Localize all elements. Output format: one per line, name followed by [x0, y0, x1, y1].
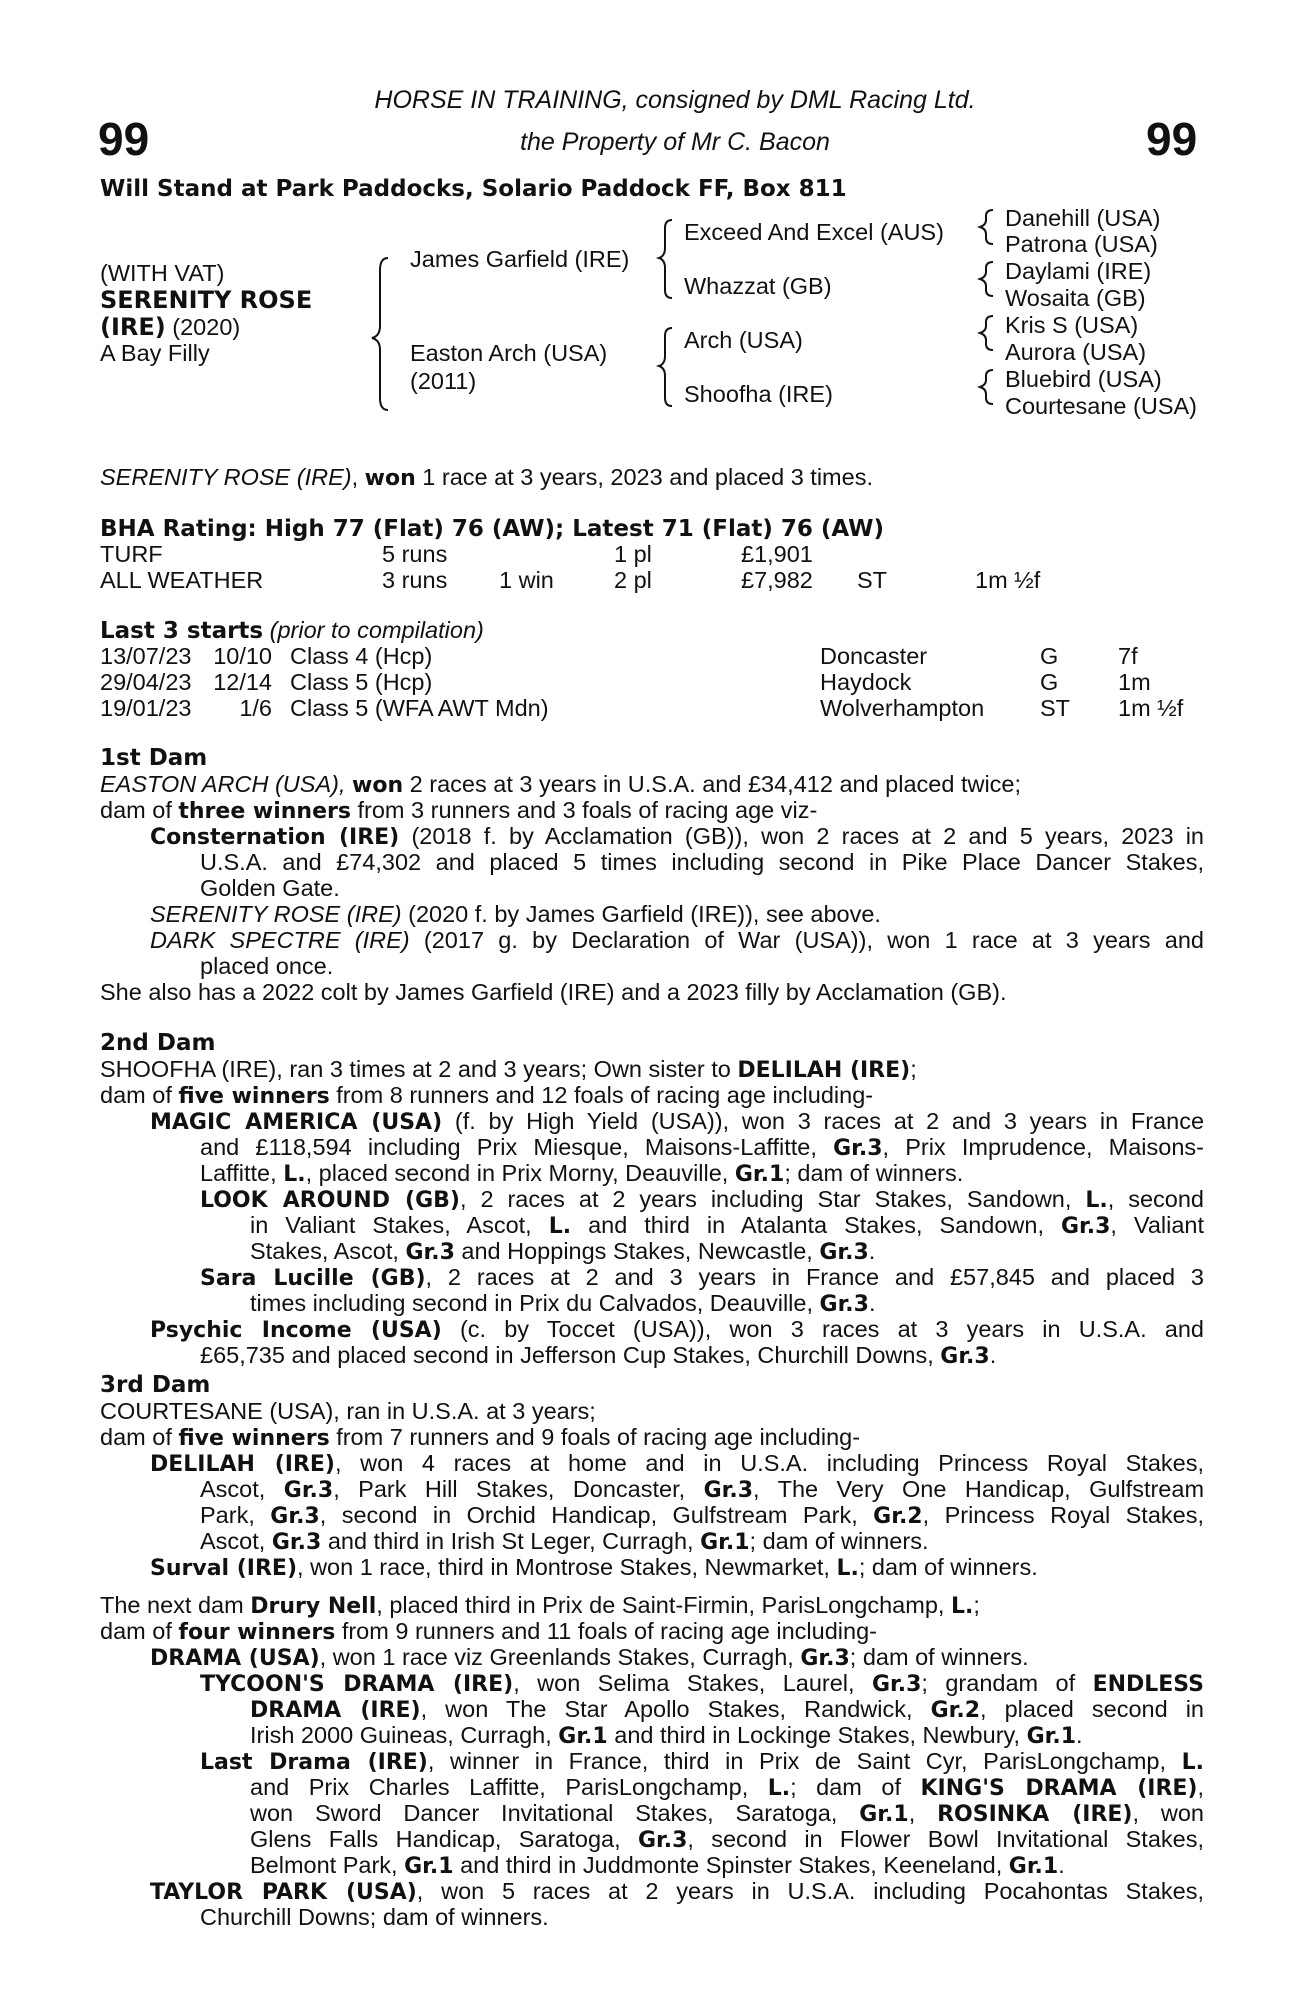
produce-name: Psychic Income (USA) — [150, 1318, 442, 1343]
sire-dam: Whazzat (GB) — [684, 273, 832, 299]
produce-last-drama — [200, 1748, 1204, 1776]
produce-last-drama-cont3 — [250, 1826, 1204, 1854]
produce-text: (2020 f. by James Garfield (IRE)), see above. — [408, 901, 881, 927]
produce-text: in Valiant Stakes, Ascot, — [250, 1212, 532, 1238]
produce-look-around-end — [250, 1238, 875, 1266]
third-dam-line2 — [100, 1424, 860, 1452]
produce-text: and £118,594 including Prix Miesque, Maisons-Laffitte, — [200, 1134, 817, 1160]
produce-magic-america-end — [200, 1160, 963, 1188]
produce-name: ROSINKA (IRE) — [937, 1802, 1133, 1827]
start-date: 13/07/23 — [100, 643, 192, 669]
sire-dam-dam: Wosaita (GB) — [1005, 285, 1146, 311]
produce-text: (2018 f. by Acclamation (GB)), won 2 races at 2 and 5 years, 2023 in — [411, 823, 1204, 849]
punct: ; — [910, 1056, 917, 1082]
produce-text: won Sword Dancer Invitational Stakes, Saratoga, — [250, 1800, 838, 1826]
winners-count: five winners — [178, 1084, 330, 1109]
lot-number-right: 99 — [1146, 113, 1198, 165]
next-dam-text: , placed third in Prix de Saint-Firmin, ParisLongchamp, — [376, 1592, 945, 1618]
grade: L. — [1085, 1188, 1108, 1213]
produce-drama — [150, 1644, 1029, 1672]
sire-sire-dam: Patrona (USA) — [1005, 231, 1158, 257]
going: ST — [857, 567, 888, 593]
produce-taylor-park — [150, 1878, 1204, 1906]
produce-name: Last Drama (IRE) — [200, 1750, 428, 1775]
next-dam-text: The next dam — [100, 1592, 244, 1618]
foals-text: from 3 runners and 3 foals of racing age viz- — [357, 797, 818, 823]
dam-record: 2 races at 3 years in U.S.A. and £34,412 and placed twice; — [409, 771, 1022, 797]
produce-surval — [150, 1554, 1038, 1582]
produce-text: and Hoppings Stakes, Newcastle, — [461, 1238, 813, 1264]
dam-sire-sire: Kris S (USA) — [1005, 312, 1139, 338]
grade: Gr.3 — [283, 1478, 334, 1503]
third-dam-heading: 3rd Dam — [100, 1372, 211, 1398]
produce-text: U.S.A. and £74,302 and placed 5 times including second in Pike Place Dancer Stakes, — [200, 849, 1204, 875]
produce-delilah-cont1 — [200, 1476, 1204, 1504]
start-race: Class 4 (Hcp) — [290, 643, 433, 669]
dam-of: dam of — [100, 797, 172, 823]
grade: Gr.3 — [270, 1504, 320, 1529]
grade: Gr.3 — [871, 1672, 922, 1697]
produce-text: , won 4 races at home and in U.S.A. including Princess Royal Stakes, — [335, 1450, 1205, 1476]
winners-count: four winners — [178, 1620, 336, 1645]
dam-of: dam of — [100, 1082, 172, 1108]
produce-delilah — [150, 1450, 1204, 1478]
first-dam-heading: 1st Dam — [100, 745, 208, 771]
grade: L. — [950, 1594, 974, 1619]
prize-money: £1,901 — [741, 541, 813, 567]
runs: 5 runs — [382, 541, 448, 567]
produce-name: Sara Lucille (GB) — [200, 1266, 426, 1291]
dam-dam-sire: Bluebird (USA) — [1005, 366, 1162, 392]
second-dam-heading: 2nd Dam — [100, 1030, 216, 1056]
produce-name: DRAMA (USA) — [150, 1646, 320, 1671]
produce-text: ; grandam of — [921, 1670, 1076, 1696]
dam-text: SHOOFHA (IRE), ran 3 times at 2 and 3 years; Own sister to — [100, 1056, 731, 1082]
produce-name: DRAMA (IRE) — [250, 1698, 421, 1723]
produce-text: Irish 2000 Guineas, Curragh, — [250, 1722, 552, 1748]
winners-count: five winners — [178, 1426, 330, 1451]
produce-last-drama-cont1 — [250, 1774, 1204, 1802]
grade: L. — [1181, 1750, 1204, 1775]
vat-note: (WITH VAT) — [100, 260, 225, 286]
produce-text: Belmont Park, — [250, 1852, 398, 1878]
grade: Gr.3 — [833, 1136, 883, 1161]
grade: Gr.3 — [819, 1292, 869, 1317]
produce-text: , The Very One Handicap, Gulfstream — [753, 1476, 1205, 1502]
won-label: won — [352, 773, 404, 798]
grade: L. — [836, 1556, 859, 1581]
lot-number-left: 99 — [98, 113, 150, 165]
start-distance: 1m — [1118, 669, 1151, 695]
property-line: the Property of Mr C. Bacon — [520, 128, 830, 156]
produce-psychic-income-end — [200, 1342, 996, 1370]
start-race: Class 5 (Hcp) — [290, 669, 433, 695]
produce-text: Stakes, Ascot, — [250, 1238, 399, 1264]
last-starts-title: Last 3 starts — [100, 618, 264, 644]
foals-text: from 9 runners and 11 foals of racing age including- — [341, 1618, 877, 1644]
places: 1 pl — [614, 541, 652, 567]
dam-dam: Shoofha (IRE) — [684, 381, 833, 407]
third-dam-line1: COURTESANE (USA), ran in U.S.A. at 3 years; — [100, 1398, 596, 1424]
produce-tycoons-drama — [200, 1670, 1204, 1698]
produce-text: £65,735 and placed second in Jefferson Cup Stakes, Churchill Downs, — [200, 1342, 934, 1368]
start-going: ST — [1040, 695, 1071, 721]
produce-name: Surval (IRE) — [150, 1556, 298, 1581]
produce-text: Park, — [200, 1502, 255, 1528]
produce-text: , won The Star Apollo Stakes, Randwick, — [420, 1696, 913, 1722]
produce-name: ENDLESS — [1092, 1672, 1205, 1697]
grade: Gr.3 — [800, 1646, 850, 1671]
start-going: G — [1040, 643, 1059, 669]
grade: Gr.3 — [1060, 1214, 1111, 1239]
produce-name: MAGIC AMERICA (USA) — [150, 1110, 443, 1135]
produce-text: , placed second in — [980, 1696, 1204, 1722]
grade: Gr.1 — [859, 1802, 909, 1827]
produce-text: , winner in France, third in Prix de Saint Cyr, ParisLongchamp, — [427, 1748, 1167, 1774]
produce-last-drama-cont2 — [250, 1800, 1204, 1828]
produce-text: ; dam of winners. — [784, 1160, 964, 1186]
produce-text: , Prix Imprudence, Maisons- — [882, 1134, 1204, 1160]
produce-text: and third in Juddmonte Spinster Stakes, Keeneland, — [460, 1852, 1003, 1878]
distance: 1m ½f — [975, 567, 1041, 593]
produce-text: , Valiant — [1110, 1212, 1205, 1238]
start-going: G — [1040, 669, 1059, 695]
grade: L. — [548, 1214, 572, 1239]
punct: ; — [973, 1592, 980, 1618]
grade: Gr.1 — [734, 1162, 785, 1187]
next-dam-name: Drury Nell — [250, 1594, 377, 1619]
summary-text: 1 race at 3 years, 2023 and placed 3 times. — [422, 464, 873, 490]
punct: . — [1058, 1852, 1065, 1878]
produce-text: and third in Atalanta Stakes, Sandown, — [588, 1212, 1044, 1238]
last-starts-heading — [100, 617, 484, 644]
produce-text: ; dam of winners. — [849, 1644, 1029, 1670]
second-dam-line1 — [100, 1056, 917, 1084]
produce-text: , 2 races at 2 years including Star Stakes, Sandown, — [459, 1186, 1072, 1212]
prize-money: £7,982 — [741, 567, 813, 593]
dam-of: dam of — [100, 1618, 172, 1644]
produce-name: TAYLOR PARK (USA) — [150, 1880, 417, 1905]
start-date: 19/01/23 — [100, 695, 192, 721]
winners-count: three winners — [178, 799, 351, 824]
grade: Gr.1 — [1026, 1724, 1077, 1749]
grade: Gr.1 — [558, 1724, 608, 1749]
produce-sara-lucille — [200, 1264, 1204, 1292]
horse-name: SERENITY ROSE — [100, 286, 313, 314]
produce-text: Glens Falls Handicap, Saratoga, — [250, 1826, 621, 1852]
grade: Gr.1 — [1008, 1854, 1059, 1879]
grade: Gr.1 — [700, 1530, 750, 1555]
produce-text: ; dam of winners. — [858, 1554, 1038, 1580]
produce-3-end: placed once. — [200, 953, 334, 979]
produce-text: ; dam of winners. — [749, 1528, 929, 1554]
start-course: Wolverhampton — [820, 695, 985, 721]
punct: , — [1197, 1774, 1205, 1800]
grade: Gr.2 — [930, 1698, 980, 1723]
produce-text: , won Selima Stakes, Laurel, — [513, 1670, 855, 1696]
produce-1 — [150, 823, 1204, 851]
start-course: Doncaster — [820, 643, 928, 669]
produce-magic-america-cont — [200, 1134, 1204, 1162]
produce-tycoons-drama-cont — [250, 1696, 1204, 1724]
produce-text: , second in Orchid Handicap, Gulfstream Park, — [319, 1502, 858, 1528]
produce-text: Ascot, — [200, 1528, 266, 1554]
produce-sara-lucille-end — [250, 1290, 875, 1318]
produce-1-cont — [200, 849, 1204, 875]
foals-text: from 7 runners and 9 foals of racing age including- — [336, 1424, 861, 1450]
also-has: She also has a 2022 colt by James Garfield (IRE) and a 2023 filly by Acclamation (GB). — [100, 979, 1007, 1005]
surface: ALL WEATHER — [100, 567, 264, 593]
produce-3 — [150, 927, 1204, 953]
produce-text: . — [868, 1238, 876, 1264]
last-starts-note: (prior to compilation) — [269, 617, 484, 643]
produce-text: and third in Irish St Leger, Curragh, — [327, 1528, 694, 1554]
produce-text: Ascot, — [200, 1476, 266, 1502]
first-dam-line1 — [100, 771, 1021, 799]
produce-text: , second — [1107, 1186, 1204, 1212]
produce-text: . — [989, 1342, 997, 1368]
produce-text: and Prix Charles Laffitte, ParisLongchamp, — [250, 1774, 749, 1800]
dam-name: EASTON ARCH (USA), — [100, 771, 346, 797]
dam-year: (2011) — [410, 368, 477, 394]
produce-text: (c. by Toccet (USA)), won 3 races at 3 years in U.S.A. and — [459, 1316, 1205, 1342]
produce-text: , won 1 race viz Greenlands Stakes, Curragh, — [319, 1644, 794, 1670]
grade: Gr.3 — [405, 1240, 455, 1265]
produce-delilah-cont2 — [200, 1502, 1204, 1530]
produce-text: , second in Flower Bowl Invitational Stakes, — [687, 1826, 1204, 1852]
places: 2 pl — [614, 567, 652, 593]
produce-text: , won 5 races at 2 years in U.S.A. including Pocahontas Stakes, — [416, 1878, 1205, 1904]
start-position: 12/14 — [213, 669, 272, 695]
second-dam-line2 — [100, 1082, 873, 1110]
produce-name: DARK SPECTRE (IRE) — [150, 927, 410, 953]
grade: Gr.3 — [271, 1530, 322, 1555]
summary-won: won — [364, 466, 416, 491]
dam-sire-dam: Aurora (USA) — [1005, 339, 1147, 365]
horse-country: (IRE) — [100, 313, 166, 341]
sire-dam-sire: Daylami (IRE) — [1005, 258, 1152, 284]
produce-taylor-park-end: Churchill Downs; dam of winners. — [200, 1904, 549, 1930]
race-summary: SERENITY ROSE (IRE), won 1 race at 3 years, 2023 and placed 3 times. — [100, 464, 873, 491]
produce-text: . — [868, 1290, 876, 1316]
produce-magic-america — [150, 1108, 1204, 1136]
grade: Gr.1 — [404, 1854, 454, 1879]
start-distance: 7f — [1118, 643, 1138, 669]
dam-sire: Arch (USA) — [684, 327, 803, 353]
punct: , — [908, 1800, 916, 1826]
start-course: Haydock — [820, 669, 912, 695]
grade: Gr.3 — [637, 1828, 688, 1853]
dam: Easton Arch (USA) — [410, 340, 608, 366]
produce-text: . — [1076, 1722, 1083, 1748]
start-position: 1/6 — [239, 695, 272, 721]
next-dam-line2 — [100, 1618, 877, 1646]
produce-psychic-income — [150, 1316, 1204, 1344]
stand-location: Will Stand at Park Paddocks, Solario Paddock FF, Box 811 — [100, 176, 847, 202]
horse-year: (2020) — [172, 314, 241, 340]
foals-text: from 8 runners and 12 foals of racing age including- — [336, 1082, 874, 1108]
produce-text: (f. by High Yield (USA)), won 3 races at 2 and 3 years in France — [454, 1108, 1205, 1134]
produce-look-around — [200, 1186, 1204, 1214]
produce-text: , won — [1132, 1800, 1204, 1826]
grade: Gr.3 — [940, 1344, 990, 1369]
sister-name: DELILAH (IRE) — [737, 1058, 911, 1083]
produce-text: , 2 races at 2 and 3 years in France and £57,845 and placed 3 — [425, 1264, 1204, 1290]
grade: Gr.2 — [873, 1504, 923, 1529]
produce-look-around-cont — [250, 1212, 1204, 1240]
produce-text: , placed second in Prix Morny, Deauville, — [305, 1160, 729, 1186]
summary-horse: SERENITY ROSE (IRE) — [100, 464, 352, 490]
produce-delilah-end — [200, 1528, 928, 1556]
surface: TURF — [100, 541, 163, 567]
produce-name: TYCOON'S DRAMA (IRE) — [200, 1672, 514, 1697]
produce-text: Laffitte, — [200, 1160, 277, 1186]
produce-text: times including second in Prix du Calvados, Deauville, — [250, 1290, 813, 1316]
dam-dam-dam: Courtesane (USA) — [1005, 393, 1197, 419]
consignment-line: HORSE IN TRAINING, consigned by DML Racing Ltd. — [374, 86, 976, 114]
produce-text: , Princess Royal Stakes, — [922, 1502, 1204, 1528]
wins: 1 win — [499, 567, 554, 593]
grade: Gr.3 — [703, 1478, 754, 1503]
produce-text: (2017 g. by Declaration of War (USA)), won 1 race at 3 years and — [423, 927, 1205, 953]
first-dam-line2 — [100, 797, 817, 825]
produce-last-drama-end — [250, 1852, 1065, 1880]
start-distance: 1m ½f — [1118, 695, 1184, 721]
produce-name: KING'S DRAMA (IRE) — [920, 1776, 1198, 1801]
sire: James Garfield (IRE) — [410, 246, 630, 272]
sire-sire-sire: Danehill (USA) — [1005, 205, 1161, 231]
horse-description: A Bay Filly — [100, 340, 210, 366]
produce-text: , Park Hill Stakes, Doncaster, — [333, 1476, 686, 1502]
grade: L. — [767, 1776, 791, 1801]
start-date: 29/04/23 — [100, 669, 192, 695]
next-dam-line1 — [100, 1592, 980, 1620]
grade: L. — [283, 1162, 306, 1187]
start-position: 10/10 — [213, 643, 272, 669]
produce-name: LOOK AROUND (GB) — [200, 1188, 460, 1213]
produce-2 — [150, 901, 881, 927]
produce-text: ; dam of — [790, 1774, 901, 1800]
produce-name: DELILAH (IRE) — [150, 1452, 335, 1477]
start-race: Class 5 (WFA AWT Mdn) — [290, 695, 549, 721]
bha-rating: BHA Rating: High 77 (Flat) 76 (AW); Latest 71 (Flat) 76 (AW) — [100, 516, 885, 542]
produce-tycoons-drama-end — [250, 1722, 1083, 1750]
sire-sire: Exceed And Excel (AUS) — [684, 219, 944, 245]
grade: Gr.3 — [819, 1240, 869, 1265]
produce-text: , won 1 race, third in Montrose Stakes, Newmarket, — [297, 1554, 830, 1580]
produce-1-end: Golden Gate. — [200, 875, 340, 901]
runs: 3 runs — [382, 567, 448, 593]
dam-of: dam of — [100, 1424, 172, 1450]
produce-name: SERENITY ROSE (IRE) — [150, 901, 402, 927]
produce-text: and third in Lockinge Stakes, Newbury, — [614, 1722, 1021, 1748]
produce-name: Consternation (IRE) — [150, 825, 400, 850]
